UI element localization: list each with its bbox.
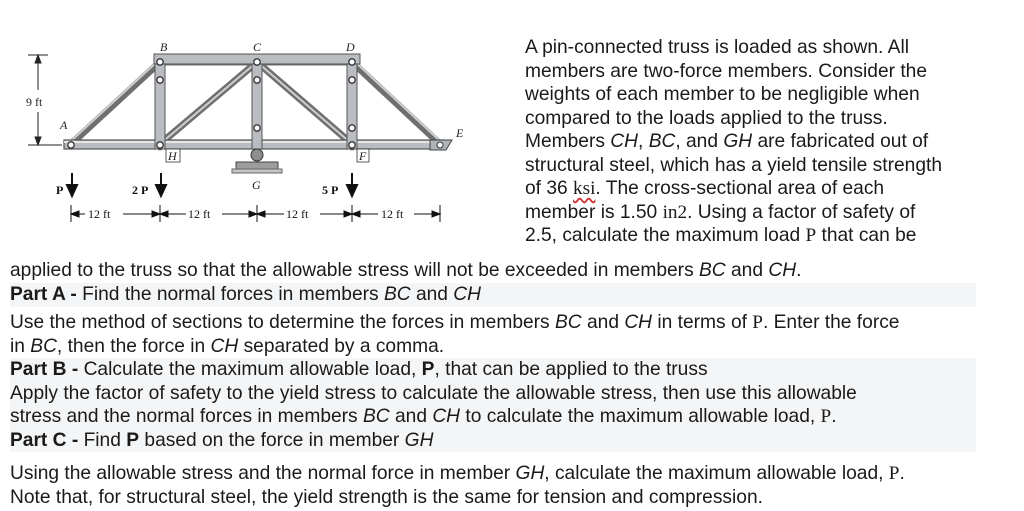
part-a-header: Part A - Find the normal forces in members BC and CH [10,283,976,307]
label-H: H [168,149,177,163]
label-G: G [252,178,261,192]
intro-line: Members CH, BC, and GH are fabricated out of [525,131,929,152]
part-b-header: Part B - Calculate the maximum allowable load, P, that can be applied to the truss [10,359,708,380]
unit-in2: in2 [662,201,688,223]
intro-line: members are two-force members. Consider the [525,60,928,82]
part-a-instructions: Use the method of sections to determine the forces in members BC and CH in terms of P. Enter the force in BC, then the force in CH separated by a comma. [10,312,900,357]
intro-line: of 36 ksi. The cross-sectional area of each [525,178,885,199]
label-E: E [456,126,464,140]
pin-C3 [254,125,260,131]
pin-H [157,142,163,148]
label-F: F [359,149,367,163]
roller-support-G [232,149,282,173]
label-D: D [346,40,355,54]
span-label-3: 12 ft [286,207,309,221]
pin-D2 [349,77,355,83]
label-A: A [60,118,68,132]
pin-support-E [430,140,452,150]
label-C: C [253,40,262,54]
part-c-instructions: Using the allowable stress and the normal force in member GH, calculate the maximum allowable load, P. Note that, for structural steel, the yield strength is the same for tension and compression. [10,463,905,508]
load-P: P [56,183,64,197]
pin-A [68,142,74,148]
span-label-4: 12 ft [381,207,404,221]
pin-B2 [157,77,163,83]
intro-line: weights of each member to be negligible when [525,84,920,105]
pin-F2 [349,125,355,131]
intro-line: member is 1.50 in2. Using a factor of safety of [525,201,916,223]
member-DE [352,62,440,144]
part-a-title: Find the normal forces in members BC and CH [82,284,482,305]
truss-figure [0,0,520,240]
pin-D [349,59,355,65]
label-B: B [160,40,168,54]
span-label-2: 12 ft [188,207,211,221]
part-b-section [10,358,976,452]
pin-C2 [254,77,260,83]
load-2P: 2 P [132,183,149,197]
part-b-instructions: Apply the factor of safety to the yield stress to calculate the allowable stress, then use this allowable [10,382,857,404]
part-c-header: Part C - Find P based on the force in member GH [10,429,434,451]
intro-line: compared to the loads applied to the truss. [525,107,888,129]
part-b-instructions: stress and the normal forces in members BC and CH to calculate the maximum allowable load, P. [10,406,837,427]
member-AB [71,62,160,144]
part-b-label: Part B [10,359,67,380]
part-a-label: Part A [10,284,66,305]
height-dimension-label: 9 ft [26,95,43,109]
intro-line: structural steel, which has a yield tensile strength [525,154,943,176]
unit-ksi: ksi [573,178,596,199]
intro-line: A pin-connected truss is loaded as shown. All [525,37,909,58]
intro-line: 2.5, calculate the maximum load P that can be [525,225,917,246]
span-label-1: 12 ft [88,207,111,221]
load-5P: 5 P [322,183,339,197]
intro-tail: applied to the truss so that the allowable stress will not be exceeded in members BC and CH. [10,260,802,281]
load-arrows [67,173,357,196]
pin-C [254,59,260,65]
pin-F [349,142,355,148]
part-c-label: Part C [10,429,67,451]
pin-B [157,59,163,65]
problem-intro [525,36,942,248]
